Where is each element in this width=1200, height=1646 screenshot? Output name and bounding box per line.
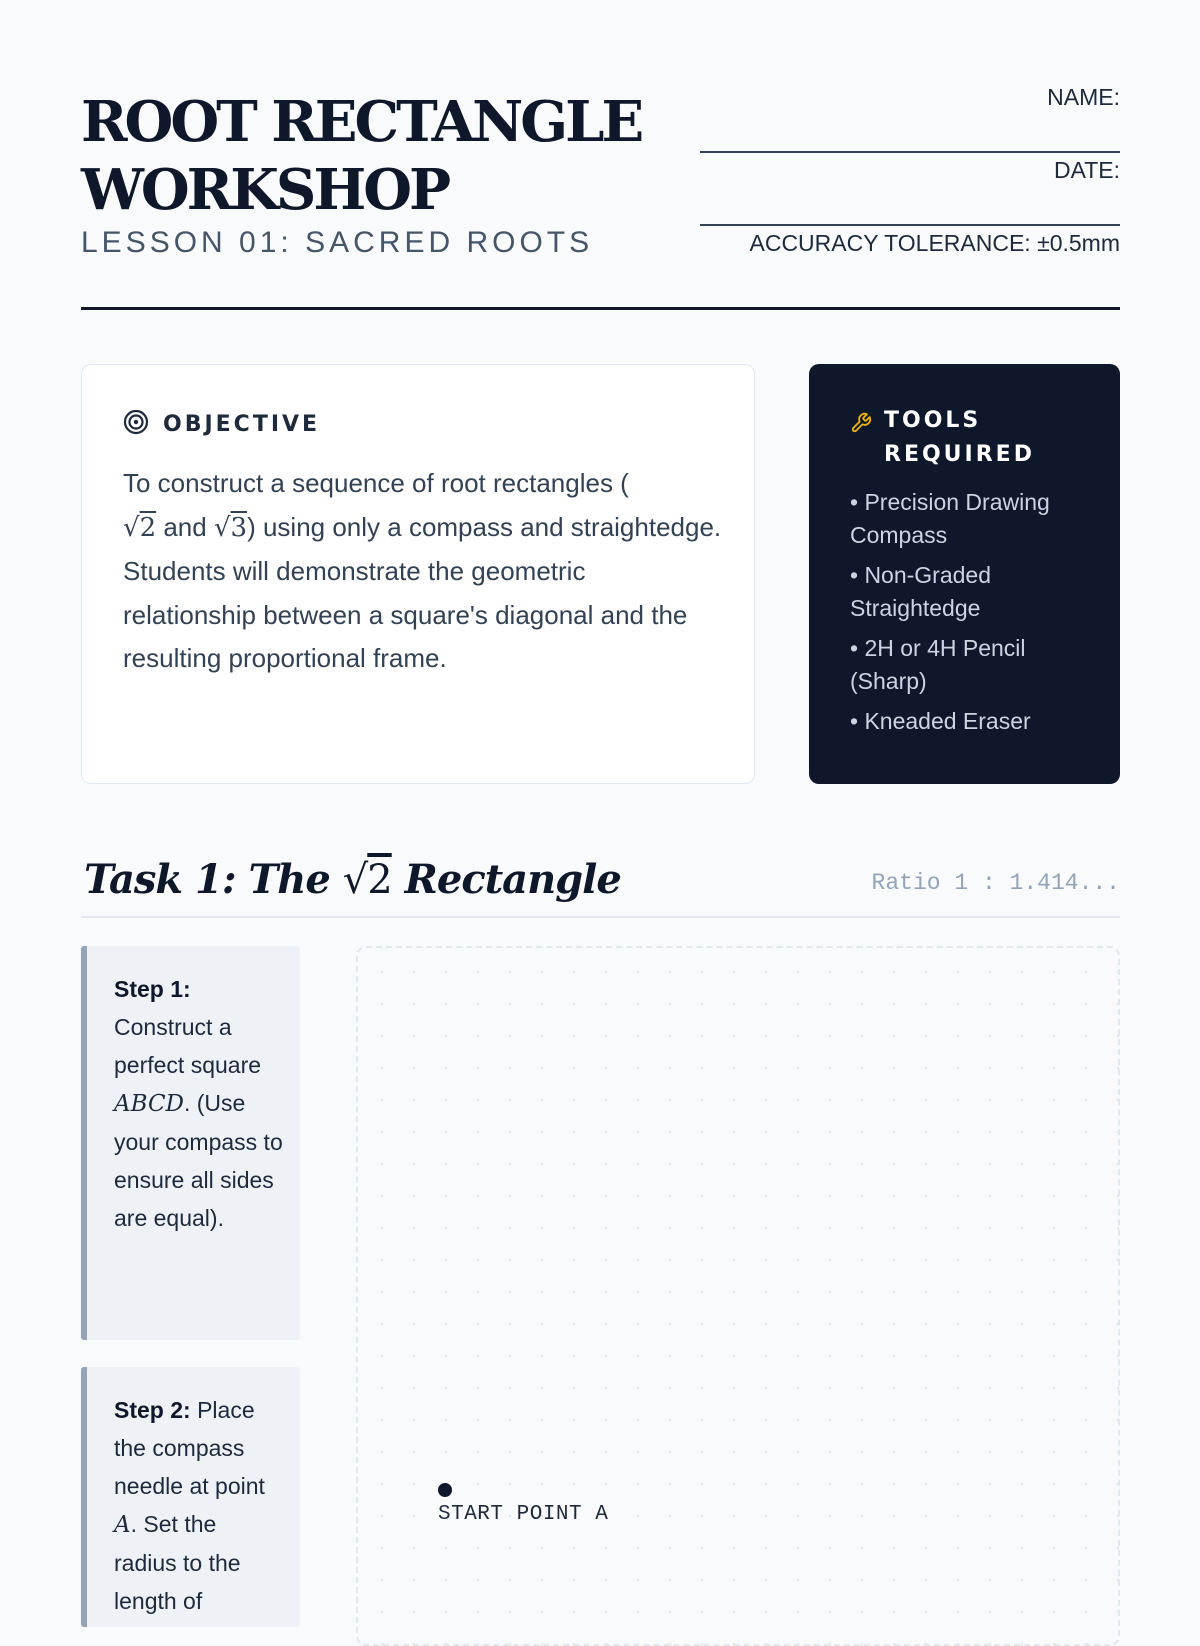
sqrt-2-symbol: √2: [123, 512, 157, 543]
step-2-text: Step 2: Place the compass needle at point A. Set the radius to the length of: [114, 1397, 265, 1614]
tool-item: • Precision Drawing Compass: [850, 489, 1050, 548]
task-1-title: Task 1: The √2 Rectangle: [84, 856, 621, 903]
step-1-card: [81, 946, 300, 1340]
student-info-fields: [700, 80, 1120, 256]
tools-title: TOOLS REQUIRED: [884, 408, 1035, 467]
tool-item: • Kneaded Eraser: [850, 708, 1031, 734]
objective-card: [81, 364, 755, 784]
wrench-icon: [850, 412, 872, 438]
start-point-label: START POINT A: [438, 1503, 609, 1526]
date-label: DATE:: [1053, 157, 1120, 183]
objective-text: To construct a sequence of root rectangles ( √2 and √3) using only a compass and straightedge. Students will demonstrate the geometric relationship between a square's diagonal and the resulting proportional frame.: [123, 468, 722, 673]
page-title: [81, 88, 641, 224]
name-field[interactable]: [700, 80, 1120, 153]
date-field[interactable]: [700, 153, 1120, 226]
start-point-marker: [438, 1483, 452, 1497]
tools-heading: [850, 404, 1074, 472]
step-2-card: [81, 1367, 300, 1627]
tool-item: • 2H or 4H Pencil (Sharp): [850, 635, 1026, 694]
worksheet-header: [81, 80, 1120, 310]
tool-item: • Non-Graded Straightedge: [850, 562, 992, 621]
tools-card: [809, 364, 1120, 784]
ratio-label: Ratio 1 : 1.414...: [871, 870, 1120, 896]
target-icon: [123, 409, 149, 439]
drawing-canvas[interactable]: [356, 946, 1120, 1646]
title-line-2: WORKSHOP: [81, 157, 449, 223]
lesson-subtitle: LESSON 01: SACRED ROOTS: [81, 226, 594, 259]
task-1-header: [81, 848, 1120, 918]
objective-heading: [123, 409, 320, 439]
name-label: NAME:: [1047, 84, 1120, 110]
accuracy-tolerance: ACCURACY TOLERANCE: ±0.5mm: [749, 230, 1120, 256]
objective-title: OBJECTIVE: [163, 411, 321, 437]
tools-list: [850, 486, 1095, 745]
step-1-text: Step 1: Construct a perfect square ABCD. (Use your compass to ensure all sides are equal).: [114, 976, 283, 1231]
title-line-1: ROOT RECTANGLE: [81, 89, 642, 155]
sqrt-3-symbol: √3: [213, 512, 248, 543]
